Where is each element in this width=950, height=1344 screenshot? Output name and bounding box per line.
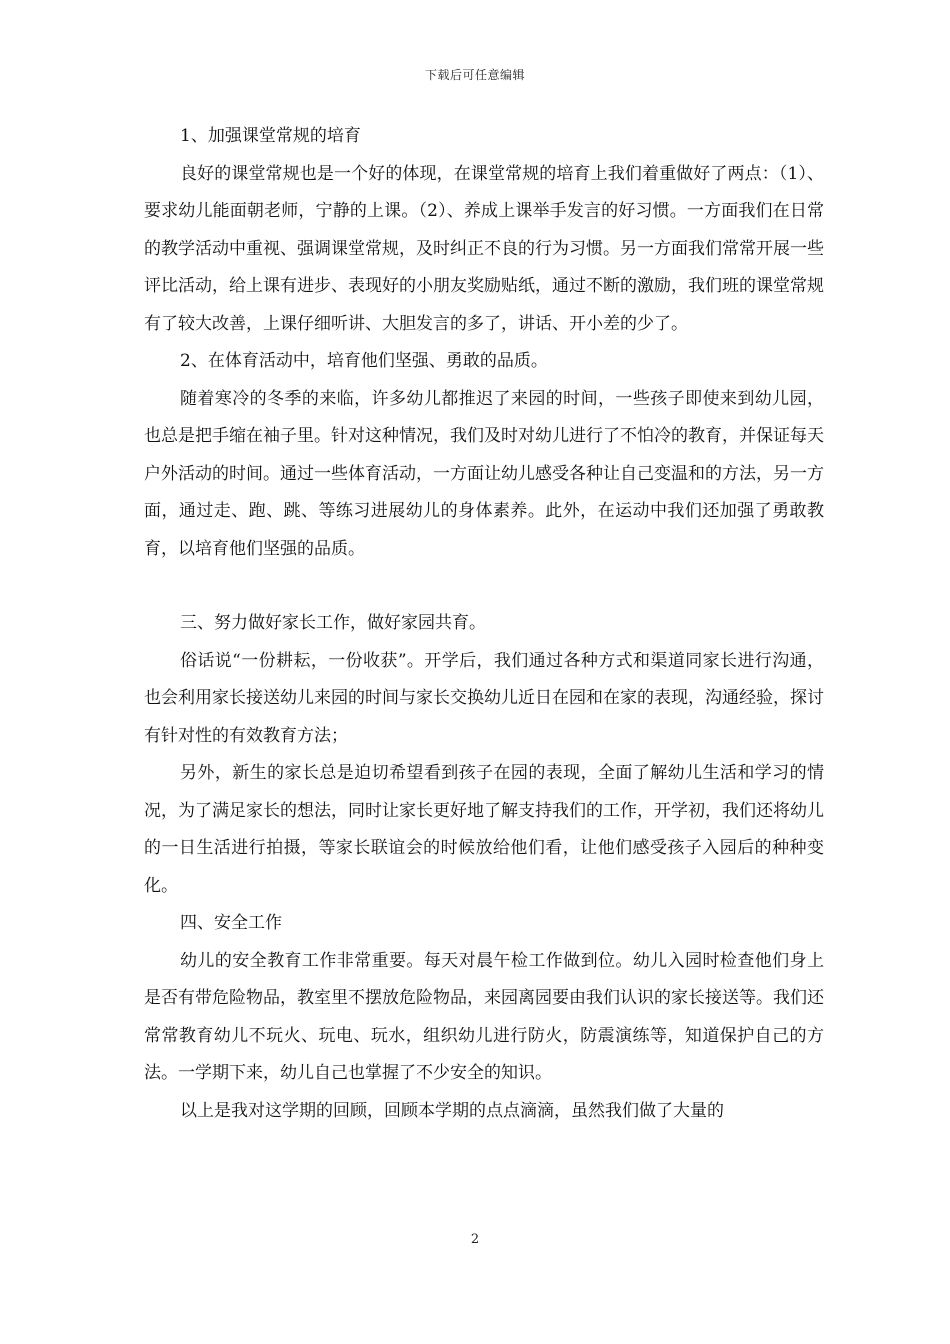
section-heading-4: 四、安全工作 [180,913,282,933]
document-body [144,118,824,1130]
section-heading-1: 1、加强课堂常规的培育 [180,126,361,146]
paragraph-parent-communication: 俗话说“一份耕耘，一份收获”。开学后，我们通过各种方式和渠道同家长进行沟通，也会利用家长接送幼儿来园的时间与家长交换幼儿近日在园和在家的表现，沟通经验，探讨有针对性的有效教育方法； [144,650,824,746]
section-spacer [144,568,824,605]
page-header: 下载后可任意编辑 [424,68,525,82]
section-heading-3: 三、努力做好家长工作，做好家园共育。 [180,613,486,633]
section-heading-2: 2、在体育活动中，培育他们坚强、勇敢的品质。 [180,351,548,371]
paragraph-sports-activity: 随着寒冷的冬季的来临，许多幼儿都推迟了来园的时间，一些孩子即使来到幼儿园，也总是把手缩在袖子里。针对这种情况，我们及时对幼儿进行了不怕冷的教育，并保证每天户外活动的时间。通过一些体育活动，一方面让幼儿感受各种让自己变温和的方法，另一方面，通过走、跑、跳、等练习进展幼儿的身体素养。此外，在运动中我们还加强了勇敢教育，以培育他们坚强的品质。 [144,388,824,559]
paragraph-review: 以上是我对这学期的回顾，回顾本学期的点点滴滴，虽然我们做了大量的 [180,1100,724,1121]
page-number: 2 [470,1232,480,1247]
paragraph-classroom-routine: 良好的课堂常规也是一个好的体现，在课堂常规的培育上我们着重做好了两点：（1）、要求幼儿能面朝老师，宁静的上课。（2）、养成上课举手发言的好习惯。一方面我们在日常的教学活动中重视、强调课堂常规，及时纠正不良的行为习惯。另一方面我们常常开展一些评比活动，给上课有进步、表现好的小朋友奖励贴纸，通过不断的激励，我们班的课堂常规有了较大改善，上课仔细听讲、大胆发言的多了，讲话、开小差的少了。 [144,163,824,334]
paragraph-new-parents: 另外，新生的家长总是迫切希望看到孩子在园的表现，全面了解幼儿生活和学习的情况，为了满足家长的想法，同时让家长更好地了解支持我们的工作，开学初，我们还将幼儿的一日生活进行拍摄，等家长联谊会的时候放给他们看，让他们感受孩子入园后的种种变化。 [144,763,824,896]
paragraph-safety: 幼儿的安全教育工作非常重要。每天对晨午检工作做到位。幼儿入园时检查他们身上是否有带危险物品，教室里不摆放危险物品，来园离园要由我们认识的家长接送等。我们还常常教育幼儿不玩火、玩电、玩水，组织幼儿进行防火，防震演练等，知道保护自己的方法。一学期下来，幼儿自己也掌握了不少安全的知识。 [144,950,824,1083]
